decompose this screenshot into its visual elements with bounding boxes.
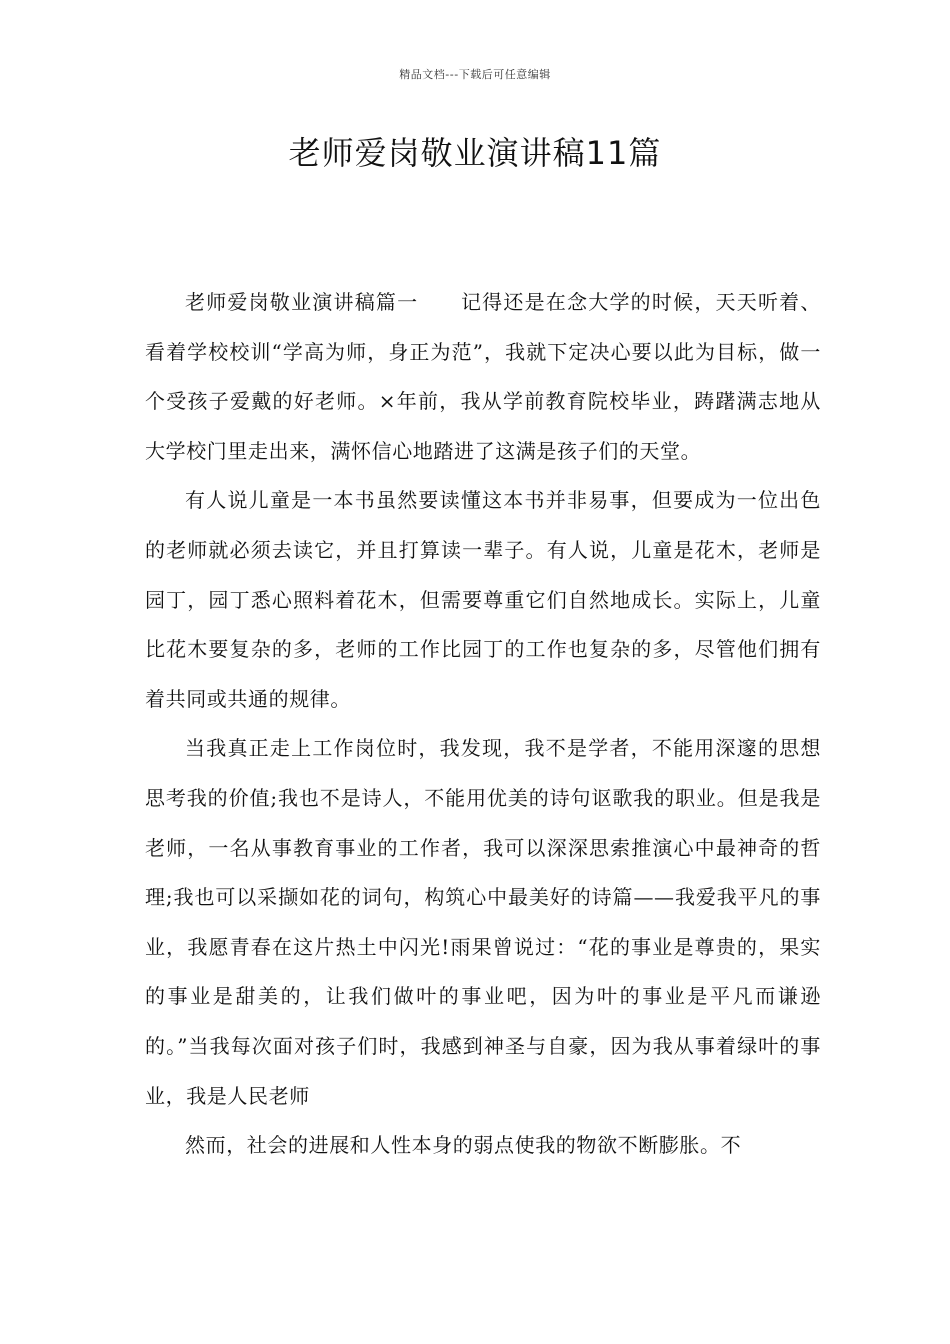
document-body [145, 278, 821, 1171]
document-title: 老师爱岗敬业演讲稿11篇 [288, 134, 662, 172]
paragraph-4: 然而，社会的进展和人性本身的弱点使我的物欲不断膨胀。不 [185, 1133, 742, 1158]
paragraph-1 [145, 278, 821, 476]
header-note: 精品文档---下载后可任意编辑 [399, 68, 551, 81]
paragraph-2: 有人说儿童是一本书虽然要读懂这本书并非易事，但要成为一位出色的老师就必须去读它，并且打算读一辈子。有人说，儿童是花木，老师是园丁，园丁悉心照料着花木，但需要尊重它们自然地成长。实际上，儿童比花木要复杂的多，老师的工作比园丁的工作也复杂的多，尽管他们拥有着共同或共通的规律。 [145, 488, 821, 711]
section-heading: 老师爱岗敬业演讲稿篇一 [185, 290, 419, 314]
paragraph-3: 当我真正走上工作岗位时，我发现，我不是学者，不能用深邃的思想思考我的价值;我也不是诗人，不能用优美的诗句讴歌我的职业。但是我是老师，一名从事教育事业的工作者，我可以深深思索推演心中最神奇的哲理;我也可以采撷如花的词句，构筑心中最美好的诗篇——我爱我平凡的事业，我愿青春在这片热土中闪光!雨果曾说过：“花的事业是尊贵的，果实的事业是甜美的，让我们做叶的事业吧，因为叶的事业是平凡而谦逊的。”当我每次面对孩子们时，我感到神圣与自豪，因为我从事着绿叶的事业，我是人民老师 [145, 736, 821, 1108]
paragraph-text: 记得还是在念大学的时候，天天听着、看着学校校训“学高为师，身正为范”，我就下定决心要以此为目标，做一个受孩子爱戴的好老师。×年前，我从学前教育院校毕业，踌躇满志地从大学校门里走出来，满怀信心地踏进了这满是孩子们的天堂。 [145, 290, 821, 463]
